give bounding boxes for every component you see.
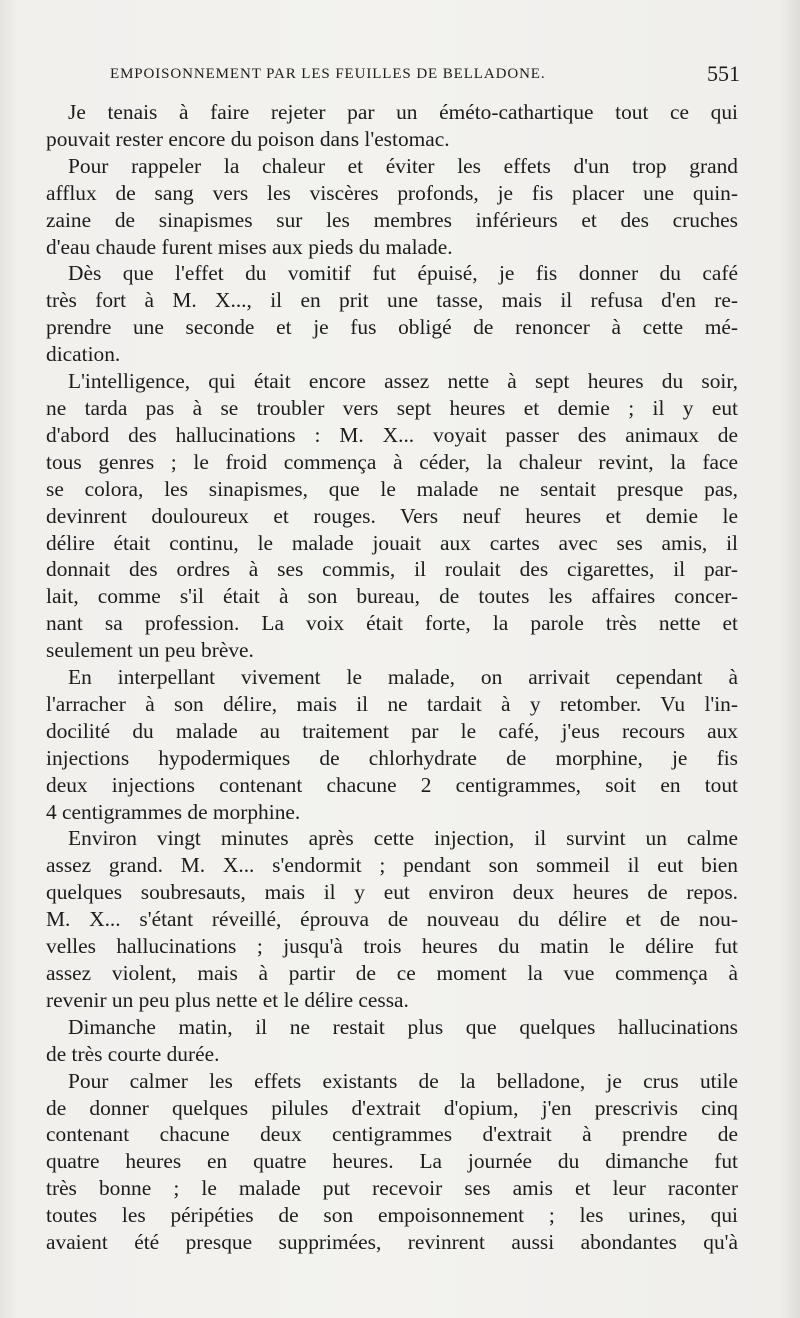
text-line: Je tenais à faire rejeter par un éméto-cathartique tout ce qui: [68, 100, 738, 124]
text-line: tous genres ; le froid commença à céder, la chaleur revint, la face: [46, 449, 738, 474]
page-header: [110, 61, 740, 90]
text-line: très fort à M. X..., il en prit une tasse, mais il refusa d'en re-: [46, 288, 738, 313]
text-line: assez violent, mais à partir de ce moment la vue commença à: [46, 961, 738, 985]
text-line: délire était continu, le malade jouait aux cartes avec ses amis, il: [46, 530, 738, 555]
text-line: lait, comme s'il était à son bureau, de toutes les affaires concer-: [46, 584, 738, 609]
text-line: assez grand. M. X... s'endormit ; pendant son sommeil il eut bien: [46, 853, 738, 878]
text-line: seulement un peu brève.: [46, 638, 254, 663]
text-line: quatre heures en quatre heures. La journée du dimanche fut: [46, 1149, 738, 1174]
text-line: d'abord des hallucinations : M. X... voyait passer des animaux de: [46, 422, 738, 447]
text-line: L'intelligence, qui était encore assez nette à sept heures du soir,: [68, 369, 738, 394]
text-line: Dimanche matin, il ne restait plus que quelques hallucinations: [68, 1014, 738, 1039]
text-line: Pour calmer les effets existants de la belladone, je crus utile: [68, 1068, 738, 1093]
text-line: de très courte durée.: [46, 1041, 220, 1066]
text-line: prendre une seconde et je fus obligé de renoncer à cette mé-: [46, 315, 738, 340]
text-line: 4 centigrammes de morphine.: [46, 799, 301, 824]
text-line: se colora, les sinapismes, que le malade ne sentait presque pas,: [46, 476, 738, 501]
text-line: pouvait rester encore du poison dans l'estomac.: [46, 126, 450, 151]
text-line: injections hypodermiques de chlorhydrate de morphine, je fis: [46, 745, 738, 770]
text-line: M. X... s'étant réveillé, éprouva de nouveau du délire et de nou-: [46, 907, 738, 932]
page-number: 551: [707, 61, 740, 86]
text-line: velles hallucinations ; jusqu'à trois heures du matin le délire fut: [46, 934, 738, 959]
text-line: quelques soubresauts, mais il y eut environ deux heures de repos.: [46, 880, 738, 905]
text-line: En interpellant vivement le malade, on arrivait cependant à: [68, 665, 738, 690]
text-line: zaine de sinapismes sur les membres inférieurs et des cruches: [46, 207, 738, 232]
running-title: EMPOISONNEMENT PAR LES FEUILLES DE BELLADONE.: [110, 66, 546, 82]
text-line: deux injections contenant chacune 2 centigrammes, soit en tout: [46, 772, 738, 797]
text-line: d'eau chaude furent mises aux pieds du malade.: [46, 234, 453, 259]
text-line: avaient été presque supprimées, revinrent aussi abondantes qu'à: [46, 1230, 738, 1255]
text-line: très bonne ; le malade put recevoir ses amis et leur raconter: [46, 1176, 738, 1201]
text-line: nant sa profession. La voix était forte, la parole très nette et: [46, 611, 738, 636]
text-line: de donner quelques pilules d'extrait d'opium, j'en prescrivis cinq: [46, 1095, 738, 1120]
text-line: docilité du malade au traitement par le café, j'eus recours aux: [46, 718, 738, 743]
text-line: Dès que l'effet du vomitif fut épuisé, je fis donner du café: [68, 261, 738, 286]
text-line: toutes les péripéties de son empoisonnement ; les urines, qui: [46, 1203, 738, 1228]
text-line: afflux de sang vers les viscères profonds, je fis placer une quin-: [46, 180, 738, 205]
body-text: [46, 99, 738, 1256]
text-line: dication.: [46, 342, 121, 367]
text-line: l'arracher à son délire, mais il ne tardait à y retomber. Vu l'in-: [46, 691, 738, 716]
text-line: contenant chacune deux centigrammes d'extrait à prendre de: [46, 1122, 738, 1147]
text-line: devinrent douloureux et rouges. Vers neuf heures et demie le: [46, 503, 738, 528]
text-line: Pour rappeler la chaleur et éviter les effets d'un trop grand: [68, 153, 738, 178]
text-line: revenir un peu plus nette et le délire cessa.: [46, 987, 409, 1012]
text-line: ne tarda pas à se troubler vers sept heures et demie ; il y eut: [46, 395, 738, 420]
text-line: Environ vingt minutes après cette injection, il survint un calme: [68, 826, 738, 851]
text-line: donnait des ordres à ses commis, il roulait des cigarettes, il par-: [46, 557, 738, 582]
